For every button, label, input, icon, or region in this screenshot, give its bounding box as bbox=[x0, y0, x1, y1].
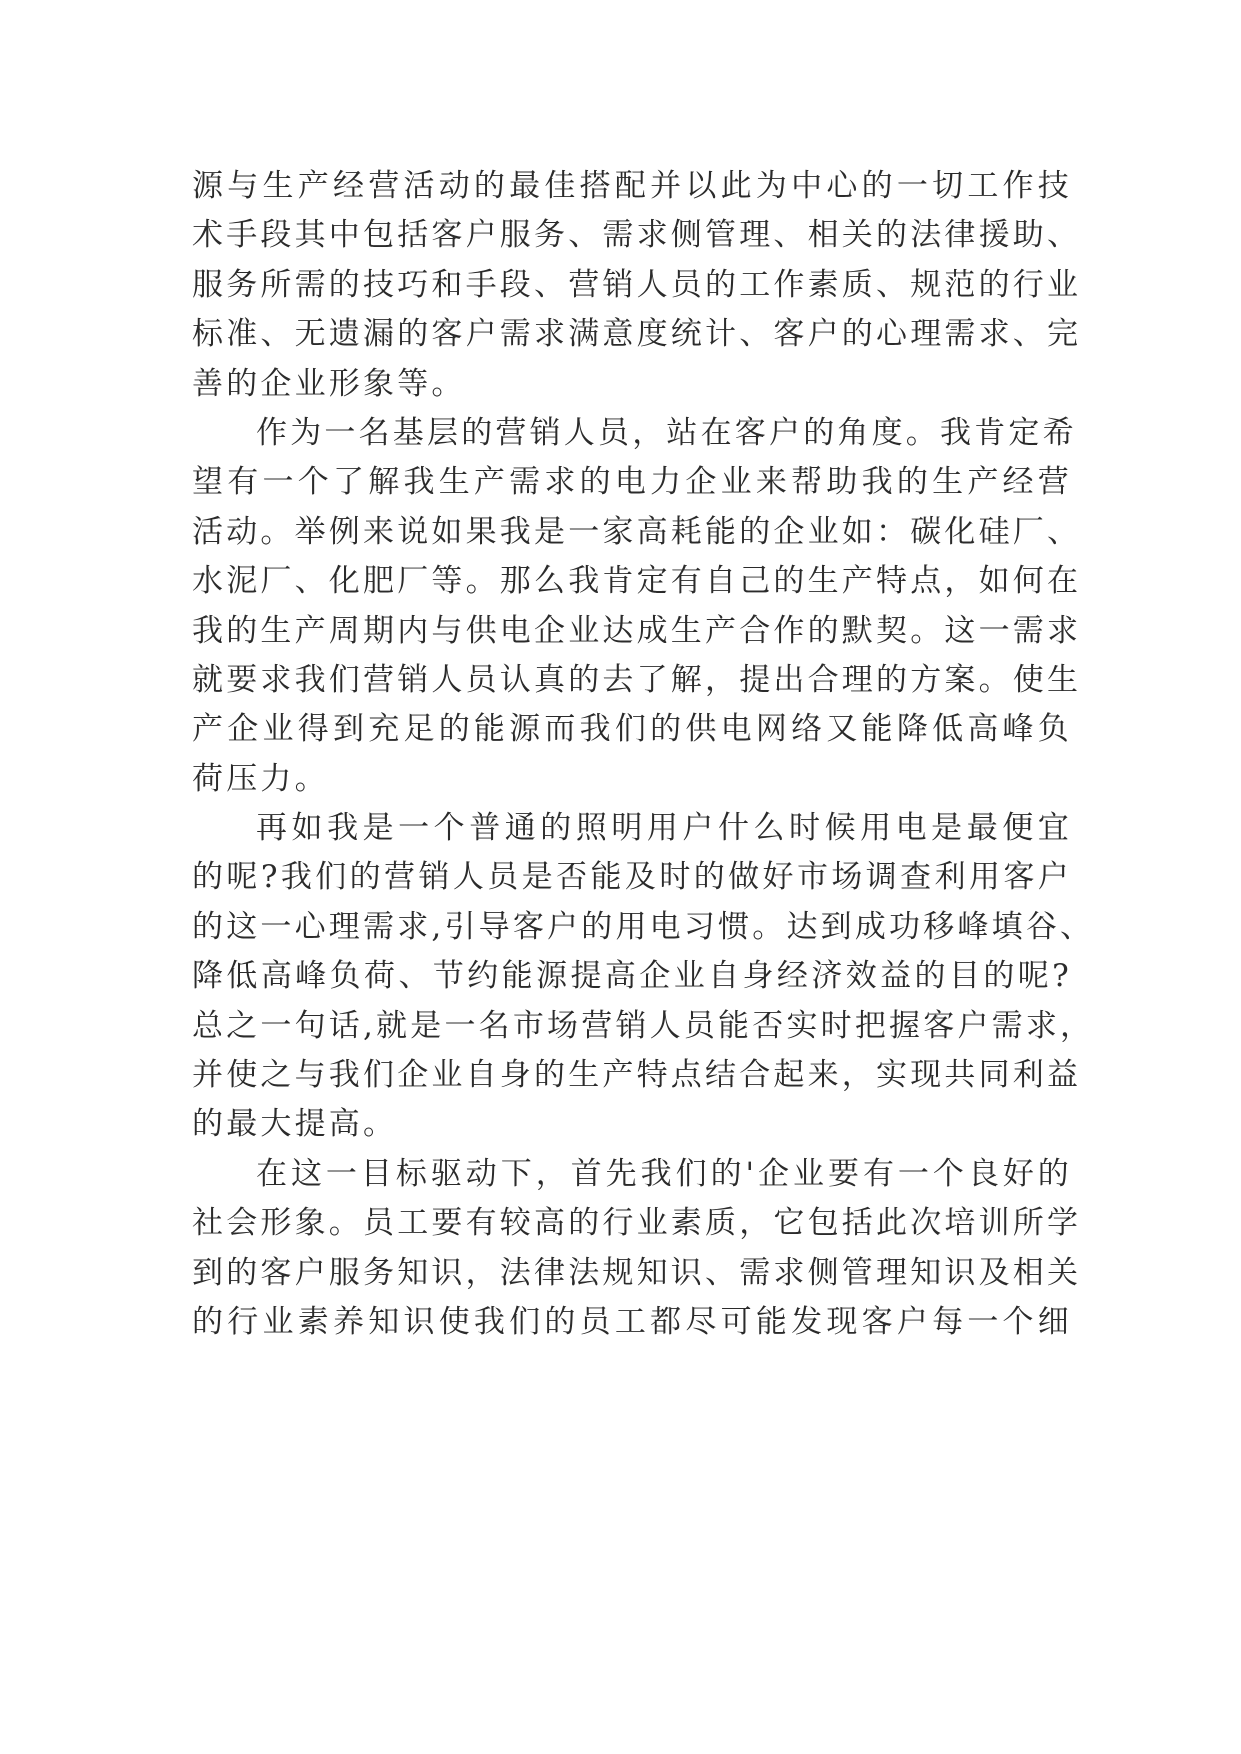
paragraph-first-line: 作为一名基层的营销人员，站在客户的角度。我肯定希 bbox=[256, 414, 1077, 451]
text-line: 并使之与我们企业自身的生产特点结合起来，实现共同利益 bbox=[192, 1057, 1082, 1094]
text-line: 荷压力。 bbox=[192, 760, 329, 797]
text-line: 社会形象。员工要有较高的行业素质，它包括此次培训所学 bbox=[192, 1205, 1082, 1242]
text-line: 的行业素养知识使我们的员工都尽可能发现客户每一个细 bbox=[192, 1303, 1072, 1340]
paragraph-first-line: 在这一目标驱动下，首先我们的'企业要有一个良好的 bbox=[256, 1155, 1072, 1192]
text-line: 降低高峰负荷、节约能源提高企业自身经济效益的目的呢? bbox=[192, 958, 1072, 995]
text-line: 总之一句话,就是一名市场营销人员能否实时把握客户需求， bbox=[192, 1007, 1095, 1044]
text-line: 善的企业形象等。 bbox=[192, 365, 466, 402]
text-line: 望有一个了解我生产需求的电力企业来帮助我的生产经营 bbox=[192, 464, 1072, 501]
text-line: 的最大提高。 bbox=[192, 1106, 398, 1143]
text-line: 活动。举例来说如果我是一家高耗能的企业如：碳化硅厂、 bbox=[192, 513, 1082, 550]
paragraph-first-line: 再如我是一个普通的照明用户什么时候用电是最便宜 bbox=[256, 810, 1072, 847]
text-line: 术手段其中包括客户服务、需求侧管理、相关的法律援助、 bbox=[192, 217, 1082, 254]
text-line: 的呢?我们的营销人员是否能及时的做好市场调查利用客户 bbox=[192, 859, 1072, 896]
text-line: 水泥厂、化肥厂等。那么我肯定有自己的生产特点，如何在 bbox=[192, 563, 1082, 600]
text-line: 服务所需的技巧和手段、营销人员的工作素质、规范的行业 bbox=[192, 266, 1082, 303]
text-line: 标准、无遗漏的客户需求满意度统计、客户的心理需求、完 bbox=[192, 316, 1082, 353]
text-line: 的这一心理需求,引导客户的用电习惯。达到成功移峰填谷、 bbox=[192, 908, 1095, 945]
body-text bbox=[192, 162, 1095, 1347]
text-line: 就要求我们营销人员认真的去了解，提出合理的方案。使生 bbox=[192, 661, 1082, 698]
text-line: 我的生产周期内与供电企业达成生产合作的默契。这一需求 bbox=[192, 612, 1082, 649]
text-line: 产企业得到充足的能源而我们的供电网络又能降低高峰负 bbox=[192, 711, 1072, 748]
text-line: 到的客户服务知识，法律法规知识、需求侧管理知识及相关 bbox=[192, 1254, 1082, 1291]
text-line: 源与生产经营活动的最佳搭配并以此为中心的一切工作技 bbox=[192, 168, 1072, 204]
